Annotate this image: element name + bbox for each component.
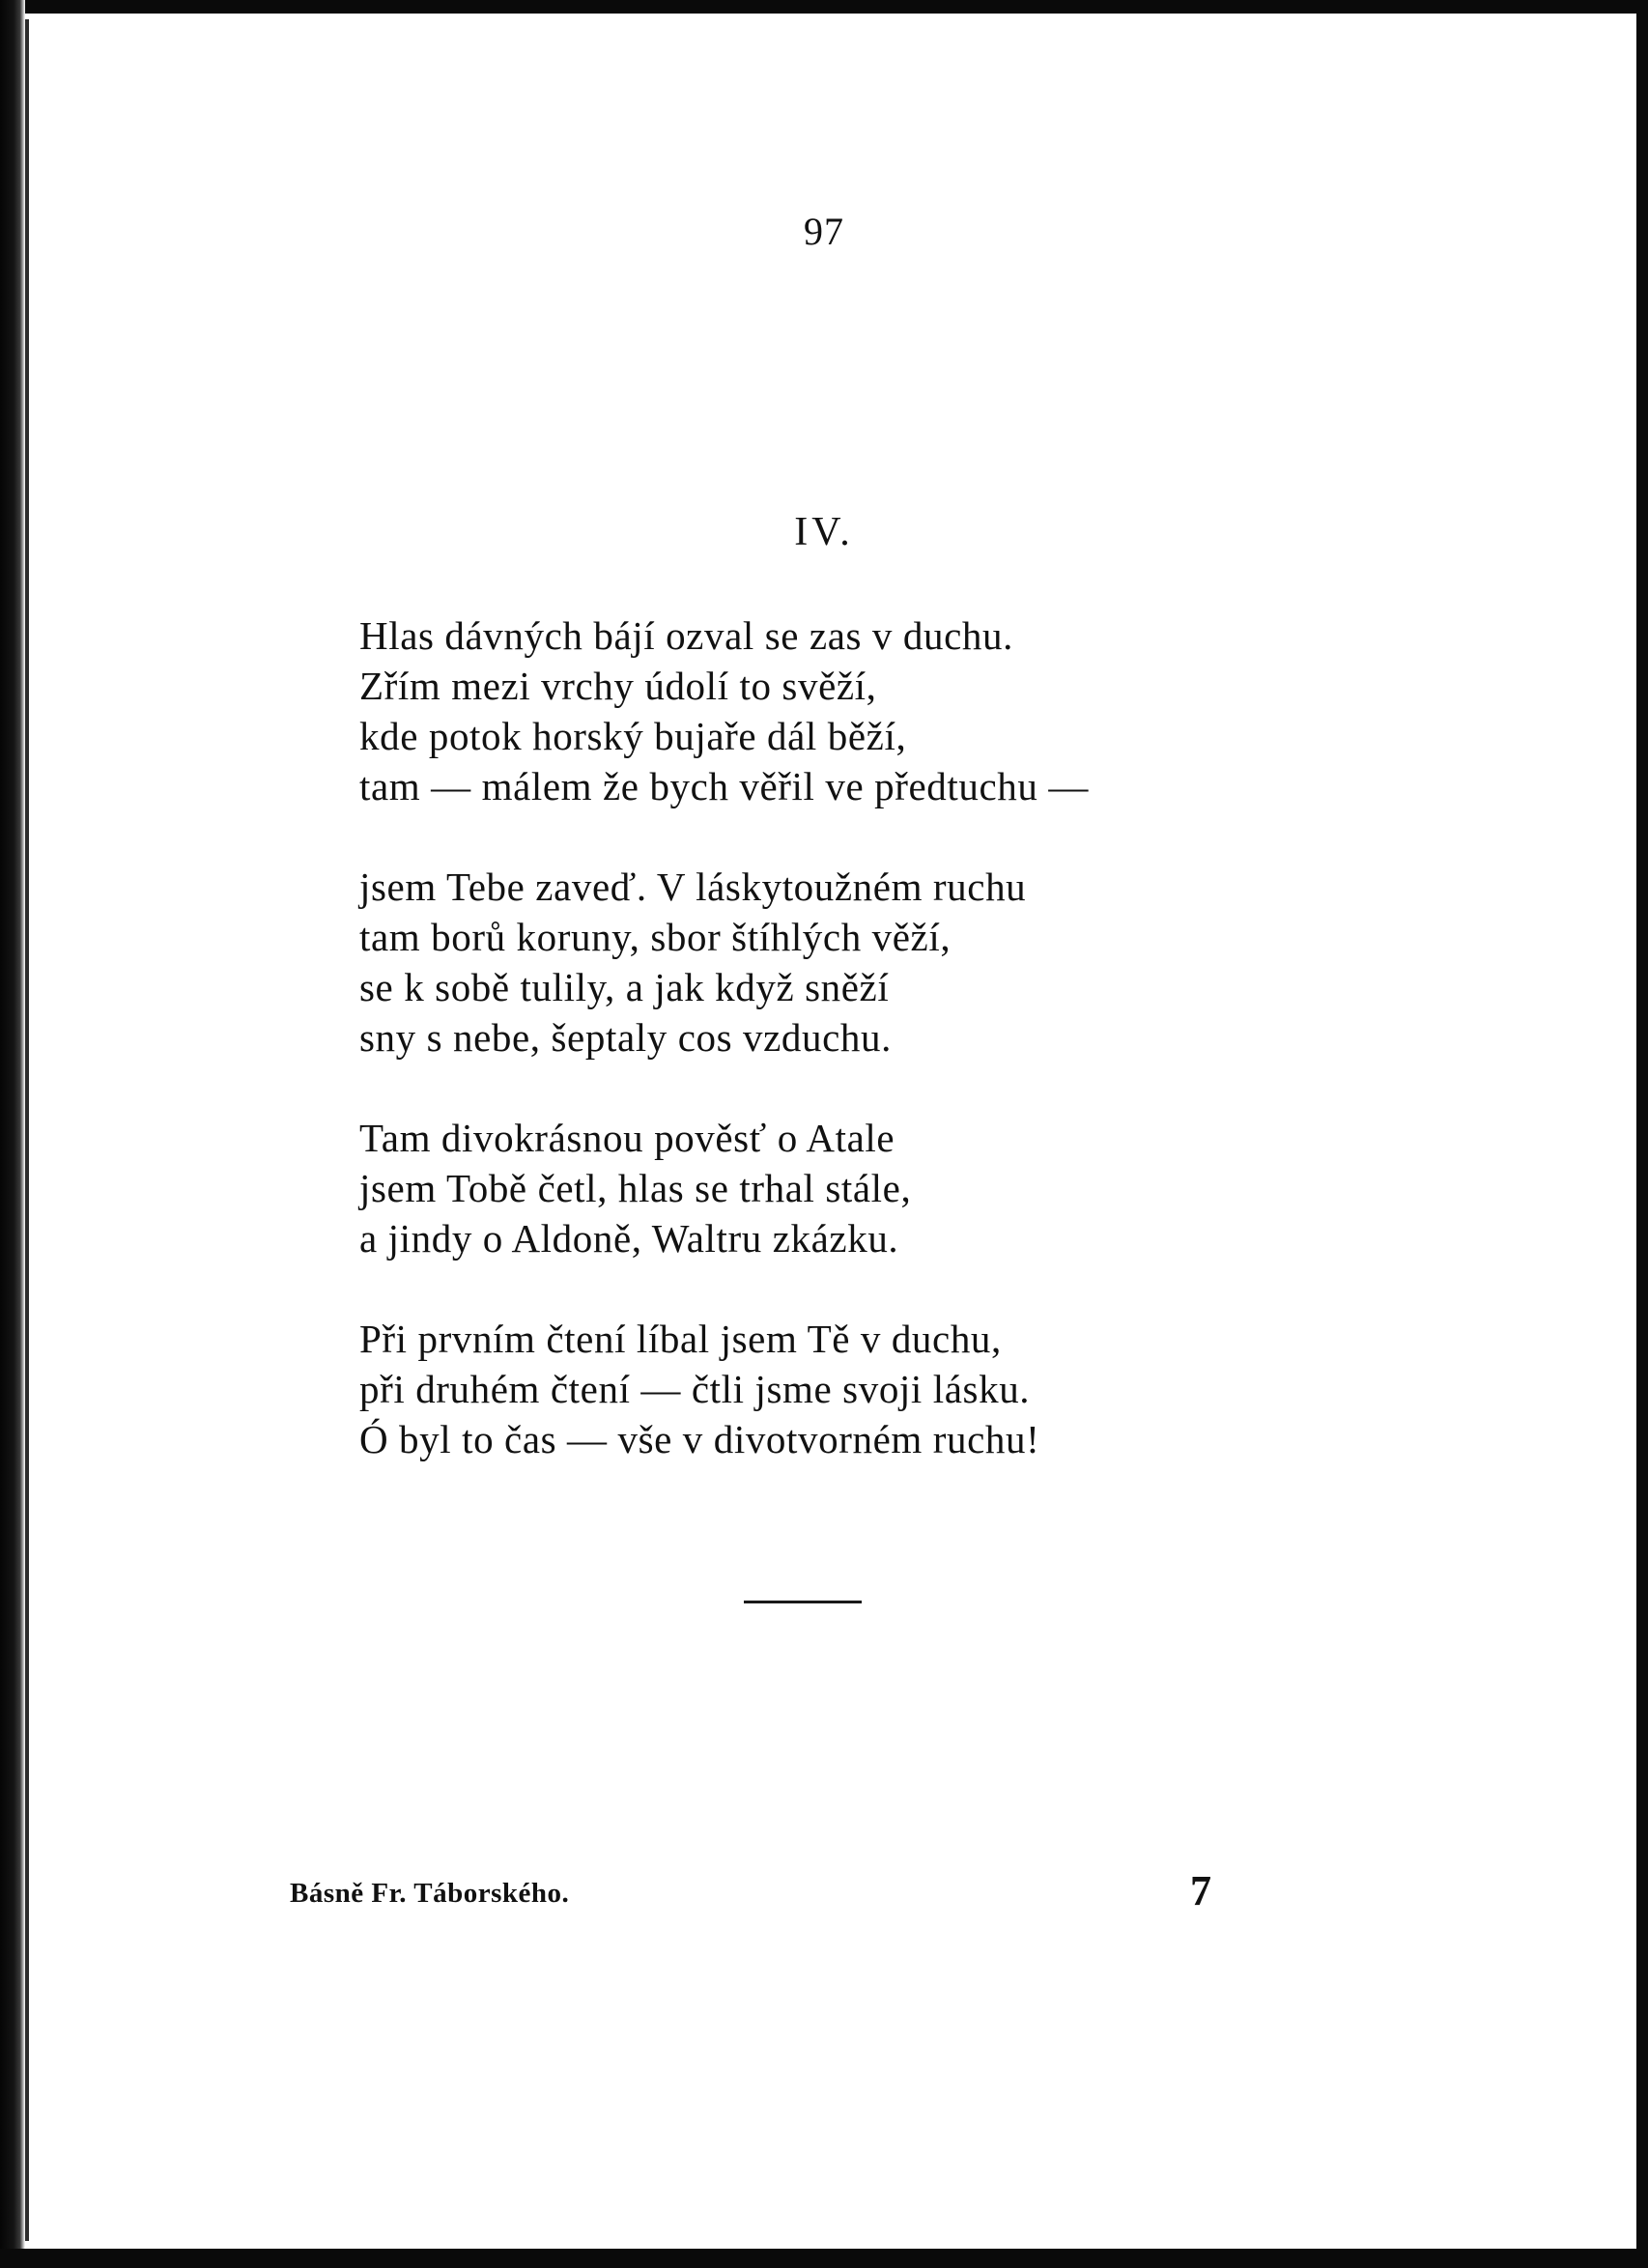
printer-signature: Básně Fr. Táborského. — [290, 1878, 570, 1909]
section-heading: IV. — [794, 510, 854, 554]
page-number: 97 — [804, 210, 844, 253]
sheet-number: 7 — [1190, 1867, 1211, 1914]
stanza — [359, 1113, 1325, 1263]
scan-edge-top — [0, 0, 1648, 14]
stanza — [359, 862, 1325, 1063]
scan-edge-left-shadow — [25, 19, 29, 2241]
scan-edge-bottom — [0, 2249, 1648, 2268]
stanza — [359, 1314, 1325, 1464]
verse-line: při druhém čtení — čtli jsme svoji lásku. — [359, 1367, 1031, 1411]
end-rule — [744, 1601, 862, 1603]
verse-line: tam borů koruny, sbor štíhlých věží, — [359, 915, 952, 959]
verse-line: kde potok horský bujaře dál běží, — [359, 714, 907, 758]
scan-edge-left — [0, 0, 25, 2268]
verse-line: sny s nebe, šeptaly cos vzduchu. — [359, 1015, 892, 1060]
verse-line: Tam divokrásnou pověsť o Atale — [359, 1116, 895, 1160]
verse-line: tam — málem že bych věřil ve předtuchu — — [359, 764, 1089, 808]
poem — [359, 610, 1325, 1464]
verse-line: se k sobě tulily, a jak když sněží — [359, 965, 890, 1009]
verse-line: Zřím mezi vrchy údolí to svěží, — [359, 664, 877, 708]
verse-line: a jindy o Aldoně, Waltru zkázku. — [359, 1216, 899, 1261]
scan-edge-right — [1636, 0, 1648, 2268]
verse-line: Hlas dávných bájí ozval se zas v duchu. — [359, 613, 1013, 658]
verse-line: Při prvním čtení líbal jsem Tě v duchu, — [359, 1317, 1002, 1361]
verse-line: Ó byl to čas — vše v divotvorném ruchu! — [359, 1417, 1040, 1461]
verse-line: jsem Tebe zaveď. V láskytoužném ruchu — [359, 865, 1027, 909]
stanza — [359, 610, 1325, 811]
verse-line: jsem Tobě četl, hlas se trhal stále, — [359, 1166, 912, 1210]
